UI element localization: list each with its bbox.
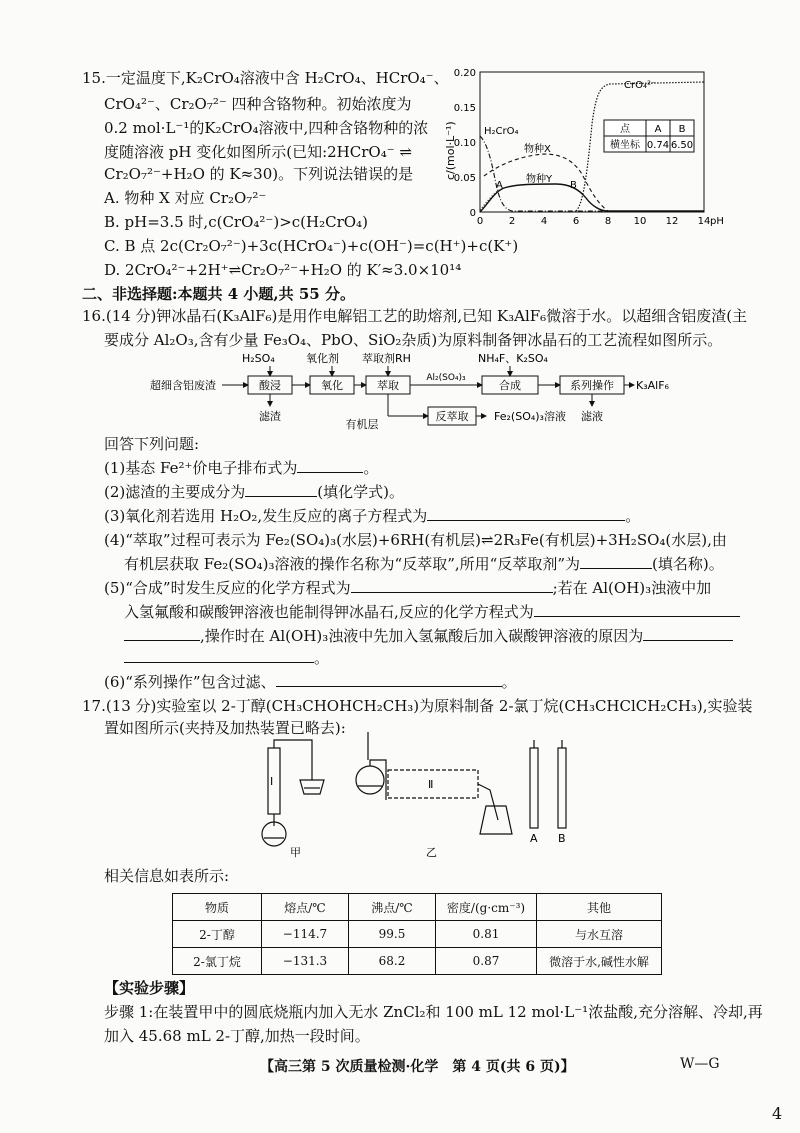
q16-sub-5-tail: 。 (314, 649, 330, 667)
q16-sub-1-text: (1)基态 Fe²⁺价电子排布式为 (104, 459, 298, 477)
condenser-b (558, 748, 566, 828)
table-row (173, 921, 662, 948)
label-ii: Ⅱ (428, 778, 434, 791)
curve-a-b (480, 188, 504, 210)
q16-intro: 回答下列问题: (104, 435, 200, 453)
inset-row-label: 横坐标 (610, 140, 640, 151)
reagent-h2so4: H₂SO₄ (242, 352, 275, 365)
q16-sub-2-text: (2)滤渣的主要成分为 (104, 483, 246, 501)
q16-sub-5-blank-a[interactable] (351, 578, 553, 593)
q16-sub-5-text: (5)“合成”时发生反应的化学方程式为 (104, 579, 351, 597)
table-cell: 2-丁醇 (173, 921, 262, 948)
q17-step1-line-1: 步骤 1:在装置甲中的圆底烧瓶内加入无水 ZnCl₂和 100 mL 12 mol·L⁻¹浓盐酸,充分溶解、冷却,再 (104, 1003, 763, 1021)
q15-line-5: Cr₂O₇²⁻+H₂O 的 K≈30)。下列说法错误的是 (104, 165, 414, 183)
q17-line-1: 17.(13 分)实验室以 2-丁醇(CH₃CHOHCH₂CH₃)为原料制备 2-氯丁烷(CH₃CHClCH₂CH₃),实验装 (82, 697, 753, 715)
table-header-cell: 其他 (537, 894, 662, 921)
al-sulfate-label: Al₂(SO₄)₃ (426, 373, 466, 383)
q16-sub-1 (104, 458, 378, 478)
table-cell: 68.2 (349, 948, 436, 975)
q16-sub-5-blank-b[interactable] (534, 602, 740, 617)
xtick-14: 14 (697, 216, 711, 227)
page-footer: 【高三第 5 次质量检测·化学 第 4 页(共 6 页)】 (260, 1059, 575, 1075)
section-2-heading: 二、非选择题:本题共 4 小题,共 55 分。 (82, 285, 355, 303)
q16-sub-2 (104, 482, 404, 502)
q16-sub-3-tail: 。 (625, 507, 641, 525)
q16-sub-3-blank[interactable] (427, 506, 625, 521)
q16-sub-5 (104, 578, 711, 598)
fe-solution-label: Fe₂(SO₄)₃溶液 (494, 410, 566, 423)
q16-sub-4b (124, 554, 724, 574)
ytick-010: 0.10 (453, 138, 476, 149)
flow-start: 超细含铝废渣 (150, 379, 216, 392)
condenser-a (530, 748, 538, 828)
q16-line-2: 要成分 Al₂O₃,含有少量 Fe₃O₄、PbO、SiO₂杂质)为原料制备钾冰晶石的工艺流程如图所示。 (104, 331, 723, 349)
q17-step1-line-2: 加入 45.68 mL 2-丁醇,加热一段时间。 (104, 1027, 370, 1045)
table-cell: 99.5 (349, 921, 436, 948)
label-a: A (496, 180, 503, 191)
q16-sub-6 (104, 672, 517, 692)
q16-sub-5-blank-d[interactable] (643, 626, 733, 641)
flask-yi (356, 766, 384, 794)
box-extract-label: 萃取 (377, 379, 399, 392)
label-a-condenser: A (530, 832, 538, 845)
q15-option-d: D. 2CrO₄²⁻+2H⁺⇌Cr₂O₇²⁻+H₂O 的 K′≈3.0×10¹⁴ (104, 261, 462, 279)
curve-x (484, 154, 704, 211)
box-acid-label: 酸浸 (259, 379, 281, 392)
inset-value-a: 0.74 (646, 140, 670, 151)
table-header-cell: 物质 (173, 894, 262, 921)
table-header-cell: 密度/(g·cm⁻³) (436, 894, 537, 921)
ytick-015: 0.15 (453, 103, 476, 114)
q16-sub-4b-text: 有机层获取 Fe₂(SO₄)₃溶液的操作名称为“反萃取”,所用“反萃取剂”为 (124, 555, 580, 573)
q17-steps-title: 【实验步骤】 (104, 979, 195, 997)
q16-sub-3 (104, 506, 640, 526)
footer-code: W—G (680, 1056, 720, 1072)
q16-sub-5c-text: ,操作时在 Al(OH)₃浊液中先加入氢氟酸后加入碳酸钾溶液的原因为 (200, 627, 644, 645)
label-y: 物种Y (526, 174, 553, 185)
inset-header-point: 点 (620, 124, 630, 135)
chart-ylabel: c/(mol·L⁻¹) (444, 121, 457, 180)
reagent-oxidant: 氧化剂 (306, 352, 339, 365)
inset-header-b: B (678, 124, 686, 135)
xtick-4: 4 (540, 216, 548, 227)
reagent-nh4f: NH₄F、K₂SO₄ (478, 352, 548, 365)
reagent-rh: 萃取剂RH (362, 352, 411, 365)
q17-line-2: 置如图所示(夹持及加热装置已略去): (104, 719, 346, 737)
q16-sub-5-blank-c[interactable] (124, 626, 200, 641)
box-oxidize-label: 氧化 (321, 379, 343, 392)
xtick-0: 0 (476, 216, 484, 227)
q15-option-b: B. pH=3.5 时,c(CrO₄²⁻)>c(H₂CrO₄) (104, 213, 368, 231)
curve-y (480, 184, 704, 212)
xtick-2: 2 (508, 216, 516, 227)
xtick-6: 6 (572, 216, 580, 227)
table-cell: 与水互溶 (537, 921, 662, 948)
residue-label: 滤渣 (259, 410, 281, 423)
table-header-cell: 熔点/℃ (262, 894, 349, 921)
q15-option-a: A. 物种 X 对应 Cr₂O₇²⁻ (104, 189, 267, 207)
q16-sub-1-tail: 。 (363, 459, 379, 477)
table-header-row (173, 894, 662, 921)
label-b: B (570, 180, 577, 191)
inset-value-b: 6.50 (670, 140, 694, 151)
q16-sub-6-tail: 。 (501, 673, 517, 691)
label-x: 物种X (524, 144, 551, 155)
q16-sub-5b (124, 602, 740, 622)
table-cell: 微溶于水,碱性水解 (537, 948, 662, 975)
q15-line-1: 15.一定温度下,K₂CrO₄溶液中含 H₂CrO₄、HCrO₄⁻、 (82, 69, 449, 87)
chart-inset-table (604, 120, 694, 152)
box-back-extract-label: 反萃取 (435, 410, 469, 423)
table-cell: 0.87 (436, 948, 537, 975)
ytick-0: 0 (469, 208, 476, 219)
ytick-020: 0.20 (453, 68, 476, 79)
q16-sub-5b-text: 入氢氟酸和碳酸钾溶液也能制得钾冰晶石,反应的化学方程式为 (124, 603, 534, 621)
table-header-cell: 沸点/℃ (349, 894, 436, 921)
box-synth-label: 合成 (499, 379, 521, 392)
label-h2cro4: H₂CrO₄ (484, 126, 519, 137)
q17-info-intro: 相关信息如表所示: (104, 867, 230, 885)
q16-sub-4: (4)“萃取”过程可表示为 Fe₂(SO₄)₃(水层)+6RH(有机层)⇌2R₃Fe(有机层)+3H₂SO₄(水层),由 (104, 531, 727, 549)
q15-line-4: 度随溶液 pH 变化如图所示(已知:2HCrO₄⁻ ⇌ (104, 143, 412, 161)
q16-sub-5-text-b: ;若在 Al(OH)₃浊液中加 (552, 579, 712, 597)
q16-sub-2-tail: (填化学式)。 (317, 483, 404, 501)
filtrate-label: 滤液 (581, 410, 603, 423)
product-label: K₃AlF₆ (636, 379, 669, 392)
q15-concentration-chart (440, 64, 740, 234)
q16-sub-2-blank[interactable] (245, 482, 317, 497)
chart-xlabel: pH (710, 216, 724, 227)
label-jia: 甲 (290, 846, 301, 859)
q16-sub-5d (124, 648, 329, 668)
q16-sub-5c (124, 626, 733, 646)
q15-line-2: CrO₄²⁻、Cr₂O₇²⁻ 四种含铬物种。初始浓度为 (104, 95, 412, 113)
q16-line-1: 16.(14 分)钾冰晶石(K₃AlF₆)是用作电解铝工艺的助熔剂,已知 K₃AlF₆微溶于水。以超细含铝废渣(主 (82, 307, 748, 325)
organic-layer-label: 有机层 (345, 418, 379, 431)
q16-sub-6-text: (6)“系列操作”包含过滤、 (104, 673, 276, 691)
xtick-8: 8 (604, 216, 612, 227)
page-number: 4 (772, 1104, 783, 1123)
label-cro4: CrO₄²⁻ (624, 80, 657, 91)
q16-sub-5-blank-e[interactable] (124, 648, 314, 663)
table-row (173, 948, 662, 975)
ytick-005: 0.05 (453, 173, 476, 184)
q17-info-table (172, 893, 662, 975)
q17-apparatus (240, 730, 590, 862)
q16-sub-4-tail: (填名称)。 (652, 555, 724, 573)
label-yi: 乙 (426, 846, 437, 859)
q16-sub-3-text: (3)氧化剂若选用 H₂O₂,发生反应的离子方程式为 (104, 507, 428, 525)
inset-header-a: A (654, 124, 662, 135)
table-cell: −114.7 (262, 921, 349, 948)
q16-sub-1-blank[interactable] (297, 458, 363, 473)
q16-sub-4-blank[interactable] (580, 554, 652, 569)
label-i: I (270, 775, 274, 788)
q16-flow-diagram (150, 352, 720, 442)
q15-line-3: 0.2 mol·L⁻¹的K₂CrO₄溶液中,四种含铬物种的浓 (104, 119, 429, 137)
xtick-12: 12 (665, 216, 679, 227)
table-cell: 2-氯丁烷 (173, 948, 262, 975)
table-cell: −131.3 (262, 948, 349, 975)
q15-option-c: C. B 点 2c(Cr₂O₇²⁻)+3c(HCrO₄⁻)+c(OH⁻)=c(H⁺)+c(K⁺) (104, 237, 519, 255)
box-series-label: 系列操作 (570, 379, 614, 392)
xtick-10: 10 (633, 216, 647, 227)
table-cell: 0.81 (436, 921, 537, 948)
label-b-condenser: B (558, 832, 566, 845)
q16-sub-6-blank[interactable] (276, 672, 502, 687)
